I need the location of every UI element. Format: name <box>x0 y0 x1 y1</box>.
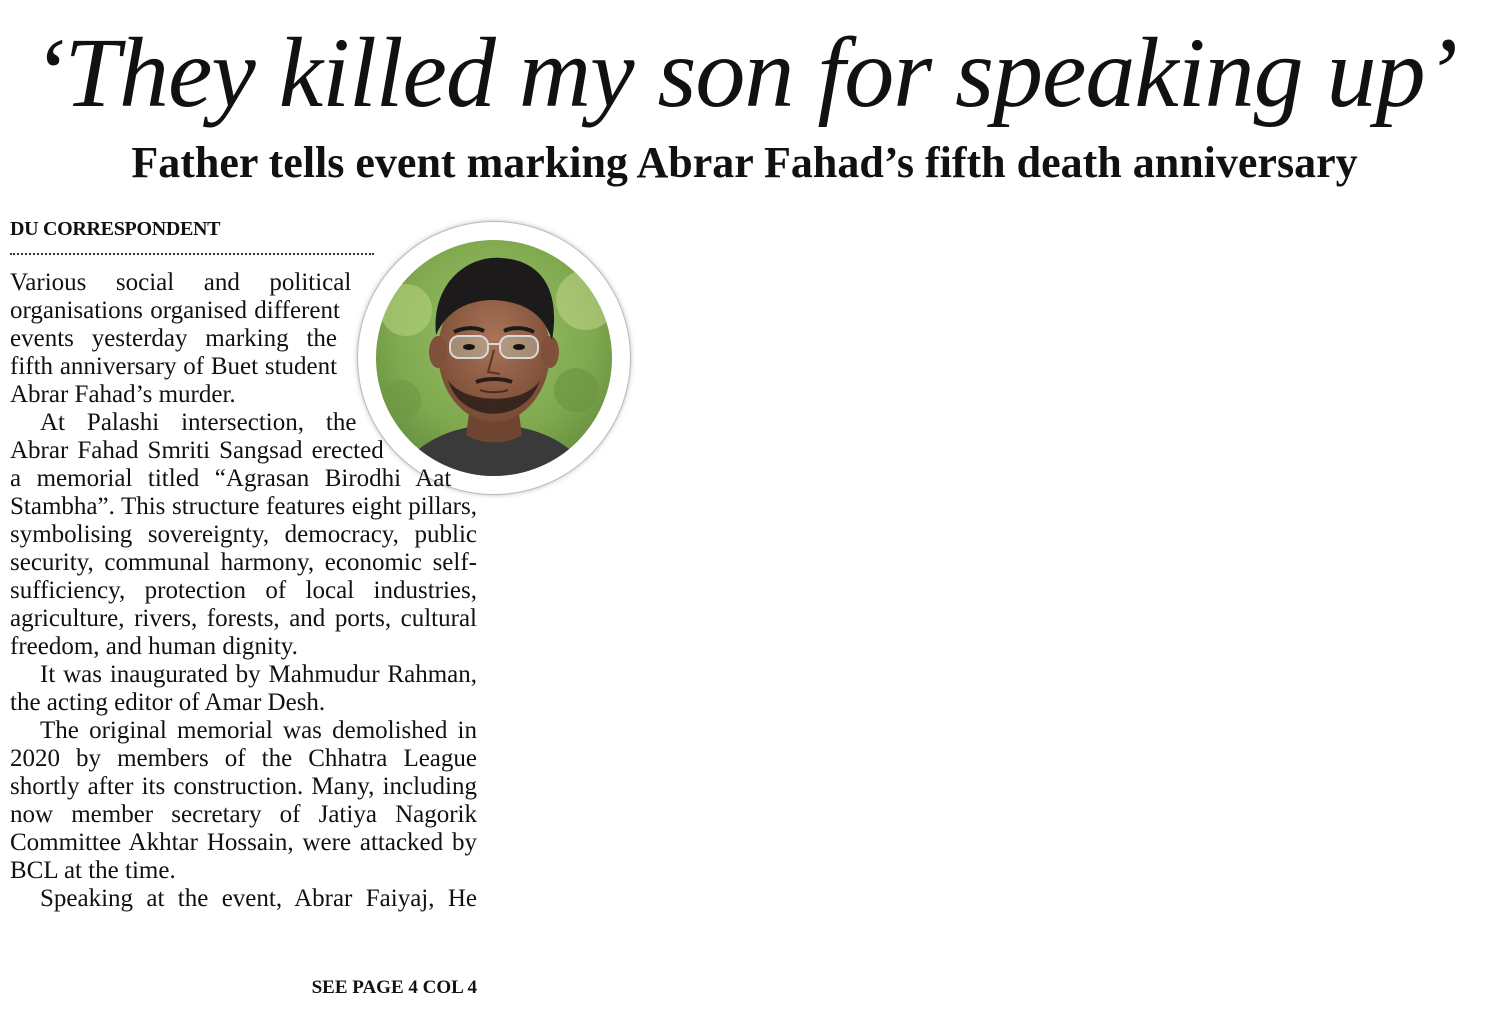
byline: DU CORRESPONDENT <box>10 218 221 240</box>
article-body <box>10 269 477 913</box>
paragraph-3: It was inaugurated by Mahmudur Rahman, the acting editor of Amar Desh. <box>10 661 477 716</box>
paragraph-2: At Palashi intersection, the Abrar Fahad Smriti Sangsad erected a memorial titled “Agrasan Birodhi Aat Stambha”. This structure features eight pillars, symbolising sovereignty, democracy, public security, communal harmony, economic self-sufficiency, protection of local industries, agriculture, rivers, forests, and ports, cultural freedom, and human dignity. <box>10 409 477 660</box>
continuation-line: SEE PAGE 4 COL 4 <box>311 977 477 998</box>
paragraph-5: Speaking at the event, Abrar Faiyaj, He <box>40 885 477 912</box>
subheadline: Father tells event marking Abrar Fahad’s fifth death anniversary <box>131 138 1358 187</box>
byline-divider <box>10 253 374 255</box>
paragraph-1: Various social and political organisations organised different events yesterday marking the fifth anniversary of Buet student Abrar Fahad’s murder. <box>10 269 352 408</box>
paragraph-4: The original memorial was demolished in 2020 by members of the Chhatra League shortly after its construction. Many, including now member secretary of Jatiya Nagorik Committee Akhtar Hossain, were attacked by BCL at the time. <box>10 717 477 884</box>
headline: ‘They killed my son for speaking up’ <box>32 17 1457 128</box>
